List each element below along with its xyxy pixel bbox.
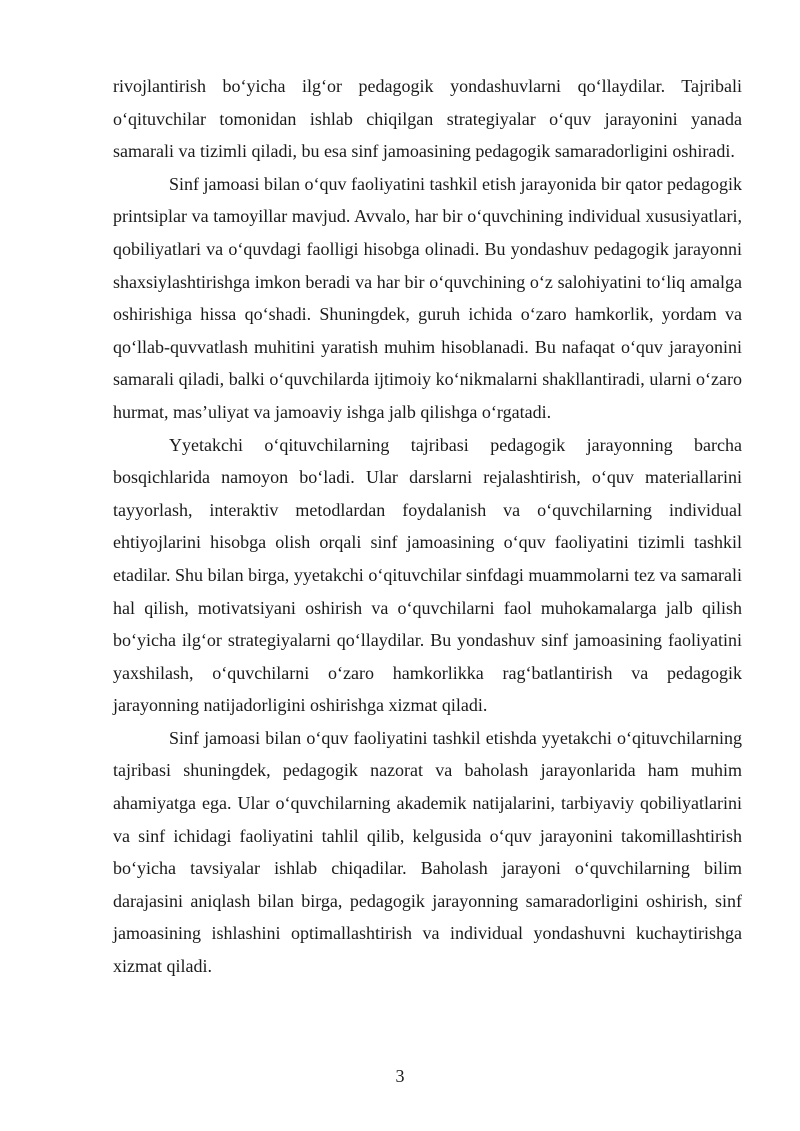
paragraph-4: Sinf jamoasi bilan o‘quv faoliyatini tashkil etishda yyetakchi o‘qituvchilarning tajribasi shuningdek, pedagogik nazorat va baholash jarayonlarida ham muhim ahamiyatga ega. Ular o‘quvchilarning akademik natijalarini, tarbiyaviy qobiliyatlarini va sinf ichidagi faoliyatini tahlil qilib, kelgusida o‘quv jarayonini takomillashtirish bo‘yicha tavsiyalar ishlab chiqadilar. Baholash jarayoni o‘quvchilarning bilim darajasini aniqlash bilan birga, pedagogik jarayonning samaradorligini oshirish, sinf jamoasining ishlashini optimallashtirish va individual yondashuvni kuchaytirishga xizmat qiladi.: [113, 727, 742, 977]
page-number: 3: [395, 1066, 405, 1086]
document-body: [113, 70, 742, 983]
paragraph-3: Yyetakchi o‘qituvchilarning tajribasi pedagogik jarayonning barcha bosqichlarida namoyon bo‘ladi. Ular darslarni rejalashtirish, o‘quv materiallarini tayyorlash, interaktiv metodlardan foydalanish va o‘quvchilarning individual ehtiyojlarini hisobga olish orqali sinf jamoasining o‘quv faoliyatini tizimli tashkil etadilar. Shu bilan birga, yyetakchi o‘qituvchilar sinfdagi muammolarni tez va samarali hal qilish, motivatsiyani oshirish va o‘quvchilarni faol muhokamalarga jalb qilish bo‘yicha ilg‘or strategiyalarni qo‘llaydilar. Bu yondashuv sinf jamoasining faoliyatini yaxshilash, o‘quvchilarni o‘zaro hamkorlikka rag‘batlantirish va pedagogik jarayonning natijadorligini oshirishga xizmat qiladi.: [113, 434, 742, 716]
paragraph-2: Sinf jamoasi bilan o‘quv faoliyatini tashkil etish jarayonida bir qator pedagogik printsiplar va tamoyillar mavjud. Avvalo, har bir o‘quvchining individual xususiyatlari, qobiliyatlari va o‘quvdagi faolligi hisobga olinadi. Bu yondashuv pedagogik jarayonni shaxsiylashtirishga imkon beradi va har bir o‘quvchining o‘z salohiyatini to‘liq amalga oshirishiga hissa qo‘shadi. Shuningdek, guruh ichida o‘zaro hamkorlik, yordam va qo‘llab-quvvatlash muhitini yaratish muhim hisoblanadi. Bu nafaqat o‘quv jarayonini samarali qiladi, balki o‘quvchilarda ijtimoiy ko‘nikmalarni shakllantiradi, ularni o‘zaro hurmat, mas’uliyat va jamoaviy ishga jalb qilishga o‘rgatadi.: [113, 173, 742, 422]
paragraph-1: rivojlantirish bo‘yicha ilg‘or pedagogik yondashuvlarni qo‘llaydilar. Tajribali o‘qituvchilar tomonidan ishlab chiqilgan strategiyalar o‘quv jarayonini yanada samarali va tizimli qiladi, bu esa sinf jamoasining pedagogik samaradorligini oshiradi.: [113, 76, 742, 162]
